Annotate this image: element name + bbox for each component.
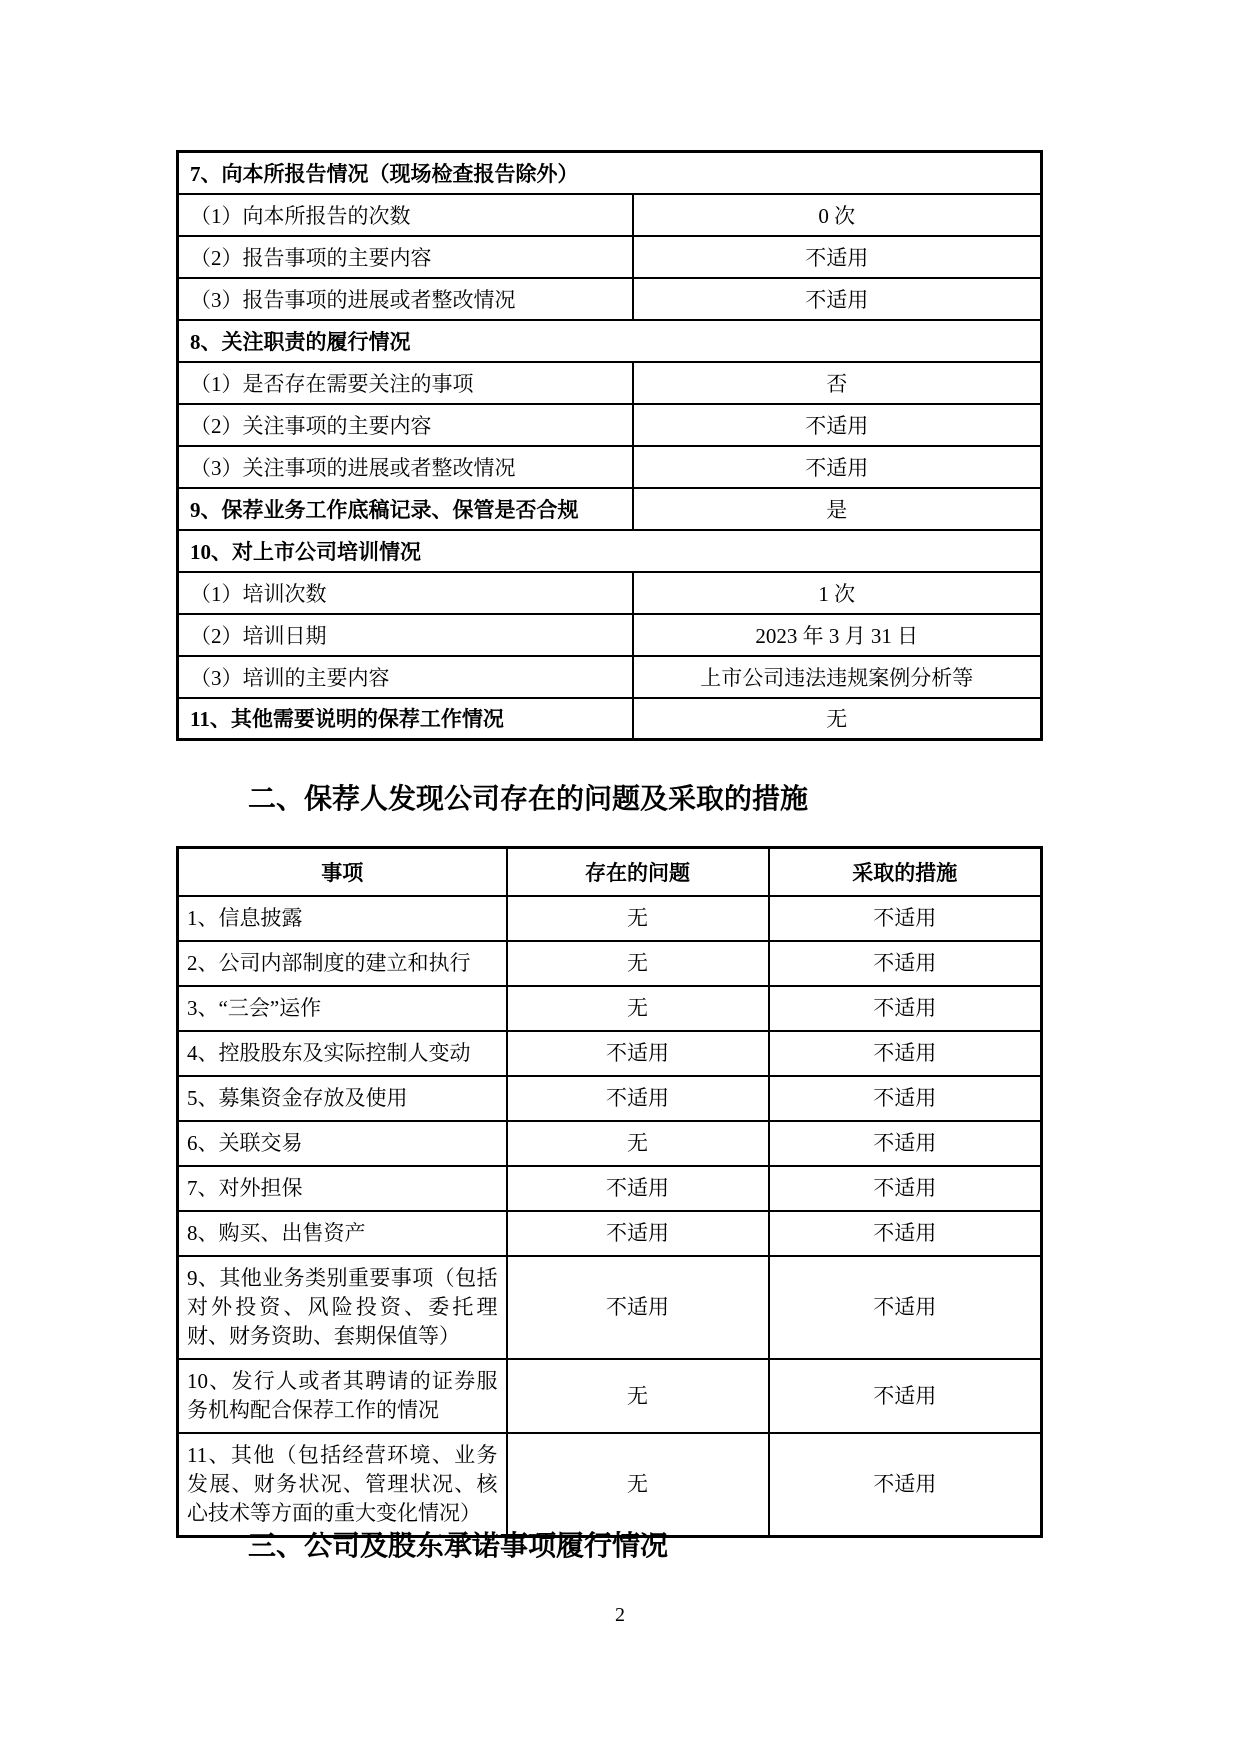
table-row: [178, 1359, 1042, 1433]
table-row: [178, 488, 1042, 530]
row-label-cell: （1）向本所报告的次数: [178, 194, 633, 236]
problem-cell: 无: [507, 1121, 769, 1166]
problem-cell: 无: [507, 1433, 769, 1537]
table-row: [178, 656, 1042, 698]
table-row: [178, 1211, 1042, 1256]
item-cell: 8、购买、出售资产: [178, 1211, 507, 1256]
row-label-cell: （3）培训的主要内容: [178, 656, 633, 698]
problem-cell: 不适用: [507, 1256, 769, 1359]
measure-cell: 不适用: [769, 1359, 1042, 1433]
table-row: [178, 986, 1042, 1031]
problem-cell: 不适用: [507, 1211, 769, 1256]
table-row: [178, 152, 1042, 194]
measure-cell: 不适用: [769, 1031, 1042, 1076]
table-row: [178, 1256, 1042, 1359]
row-value-cell: 不适用: [633, 446, 1042, 488]
item-cell: 2、公司内部制度的建立和执行: [178, 941, 507, 986]
table-row: [178, 278, 1042, 320]
measure-cell: 不适用: [769, 1166, 1042, 1211]
item-cell: 5、募集资金存放及使用: [178, 1076, 507, 1121]
item-cell: 7、对外担保: [178, 1166, 507, 1211]
problem-cell: 无: [507, 896, 769, 941]
row-label-cell: 9、保荐业务工作底稿记录、保管是否合规: [178, 488, 633, 530]
row-label-cell: 10、对上市公司培训情况: [178, 530, 1042, 572]
column-header: 事项: [178, 848, 507, 897]
row-label-cell: （2）报告事项的主要内容: [178, 236, 633, 278]
row-value-cell: 1 次: [633, 572, 1042, 614]
row-label-cell: 7、向本所报告情况（现场检查报告除外）: [178, 152, 1042, 194]
table-header-row: [178, 848, 1042, 897]
item-cell: 4、控股股东及实际控制人变动: [178, 1031, 507, 1076]
table-row: [178, 941, 1042, 986]
row-value-cell: 不适用: [633, 404, 1042, 446]
table-row: [178, 530, 1042, 572]
table-row: [178, 896, 1042, 941]
table-row: [178, 320, 1042, 362]
row-value-cell: 否: [633, 362, 1042, 404]
item-cell: 10、发行人或者其聘请的证券服务机构配合保荐工作的情况: [178, 1359, 507, 1433]
item-cell: 1、信息披露: [178, 896, 507, 941]
item-cell: 11、其他（包括经营环境、业务发展、财务状况、管理状况、核心技术等方面的重大变化情况）: [178, 1433, 507, 1537]
row-label-cell: （1）是否存在需要关注的事项: [178, 362, 633, 404]
row-value-cell: 0 次: [633, 194, 1042, 236]
measure-cell: 不适用: [769, 1076, 1042, 1121]
table-row: [178, 362, 1042, 404]
measure-cell: 不适用: [769, 941, 1042, 986]
row-label-cell: （3）关注事项的进展或者整改情况: [178, 446, 633, 488]
table-row: [178, 446, 1042, 488]
row-value-cell: 无: [633, 698, 1042, 740]
table-row: [178, 698, 1042, 740]
row-value-cell: 是: [633, 488, 1042, 530]
section-heading-3: 三、公司及股东承诺事项履行情况: [248, 1531, 669, 1562]
problem-cell: 不适用: [507, 1031, 769, 1076]
table-row: [178, 236, 1042, 278]
table-row: [178, 1121, 1042, 1166]
item-cell: 9、其他业务类别重要事项（包括对外投资、风险投资、委托理财、财务资助、套期保值等）: [178, 1256, 507, 1359]
row-value-cell: 上市公司违法违规案例分析等: [633, 656, 1042, 698]
table-row: [178, 1076, 1042, 1121]
problem-cell: 无: [507, 986, 769, 1031]
item-cell: 3、“三会”运作: [178, 986, 507, 1031]
table-row: [178, 404, 1042, 446]
table-row: [178, 194, 1042, 236]
row-label-cell: （3）报告事项的进展或者整改情况: [178, 278, 633, 320]
measure-cell: 不适用: [769, 896, 1042, 941]
table-row: [178, 572, 1042, 614]
section-heading-2: 二、保荐人发现公司存在的问题及采取的措施: [248, 784, 809, 815]
row-label-cell: 11、其他需要说明的保荐工作情况: [178, 698, 633, 740]
item-cell: 6、关联交易: [178, 1121, 507, 1166]
issues-measures-table: [176, 846, 1043, 1538]
table-row: [178, 1031, 1042, 1076]
table-row: [178, 614, 1042, 656]
measure-cell: 不适用: [769, 1211, 1042, 1256]
problem-cell: 不适用: [507, 1166, 769, 1211]
row-value-cell: 不适用: [633, 236, 1042, 278]
row-value-cell: 2023 年 3 月 31 日: [633, 614, 1042, 656]
measure-cell: 不适用: [769, 1433, 1042, 1537]
row-label-cell: 8、关注职责的履行情况: [178, 320, 1042, 362]
sponsor-work-table: [176, 150, 1043, 741]
problem-cell: 无: [507, 941, 769, 986]
row-label-cell: （2）培训日期: [178, 614, 633, 656]
row-value-cell: 不适用: [633, 278, 1042, 320]
measure-cell: 不适用: [769, 986, 1042, 1031]
table-row: [178, 1166, 1042, 1211]
row-label-cell: （2）关注事项的主要内容: [178, 404, 633, 446]
column-header: 存在的问题: [507, 848, 769, 897]
problem-cell: 无: [507, 1359, 769, 1433]
page-number: 2: [615, 1604, 625, 1626]
row-label-cell: （1）培训次数: [178, 572, 633, 614]
measure-cell: 不适用: [769, 1121, 1042, 1166]
measure-cell: 不适用: [769, 1256, 1042, 1359]
column-header: 采取的措施: [769, 848, 1042, 897]
problem-cell: 不适用: [507, 1076, 769, 1121]
table-row: [178, 1433, 1042, 1537]
